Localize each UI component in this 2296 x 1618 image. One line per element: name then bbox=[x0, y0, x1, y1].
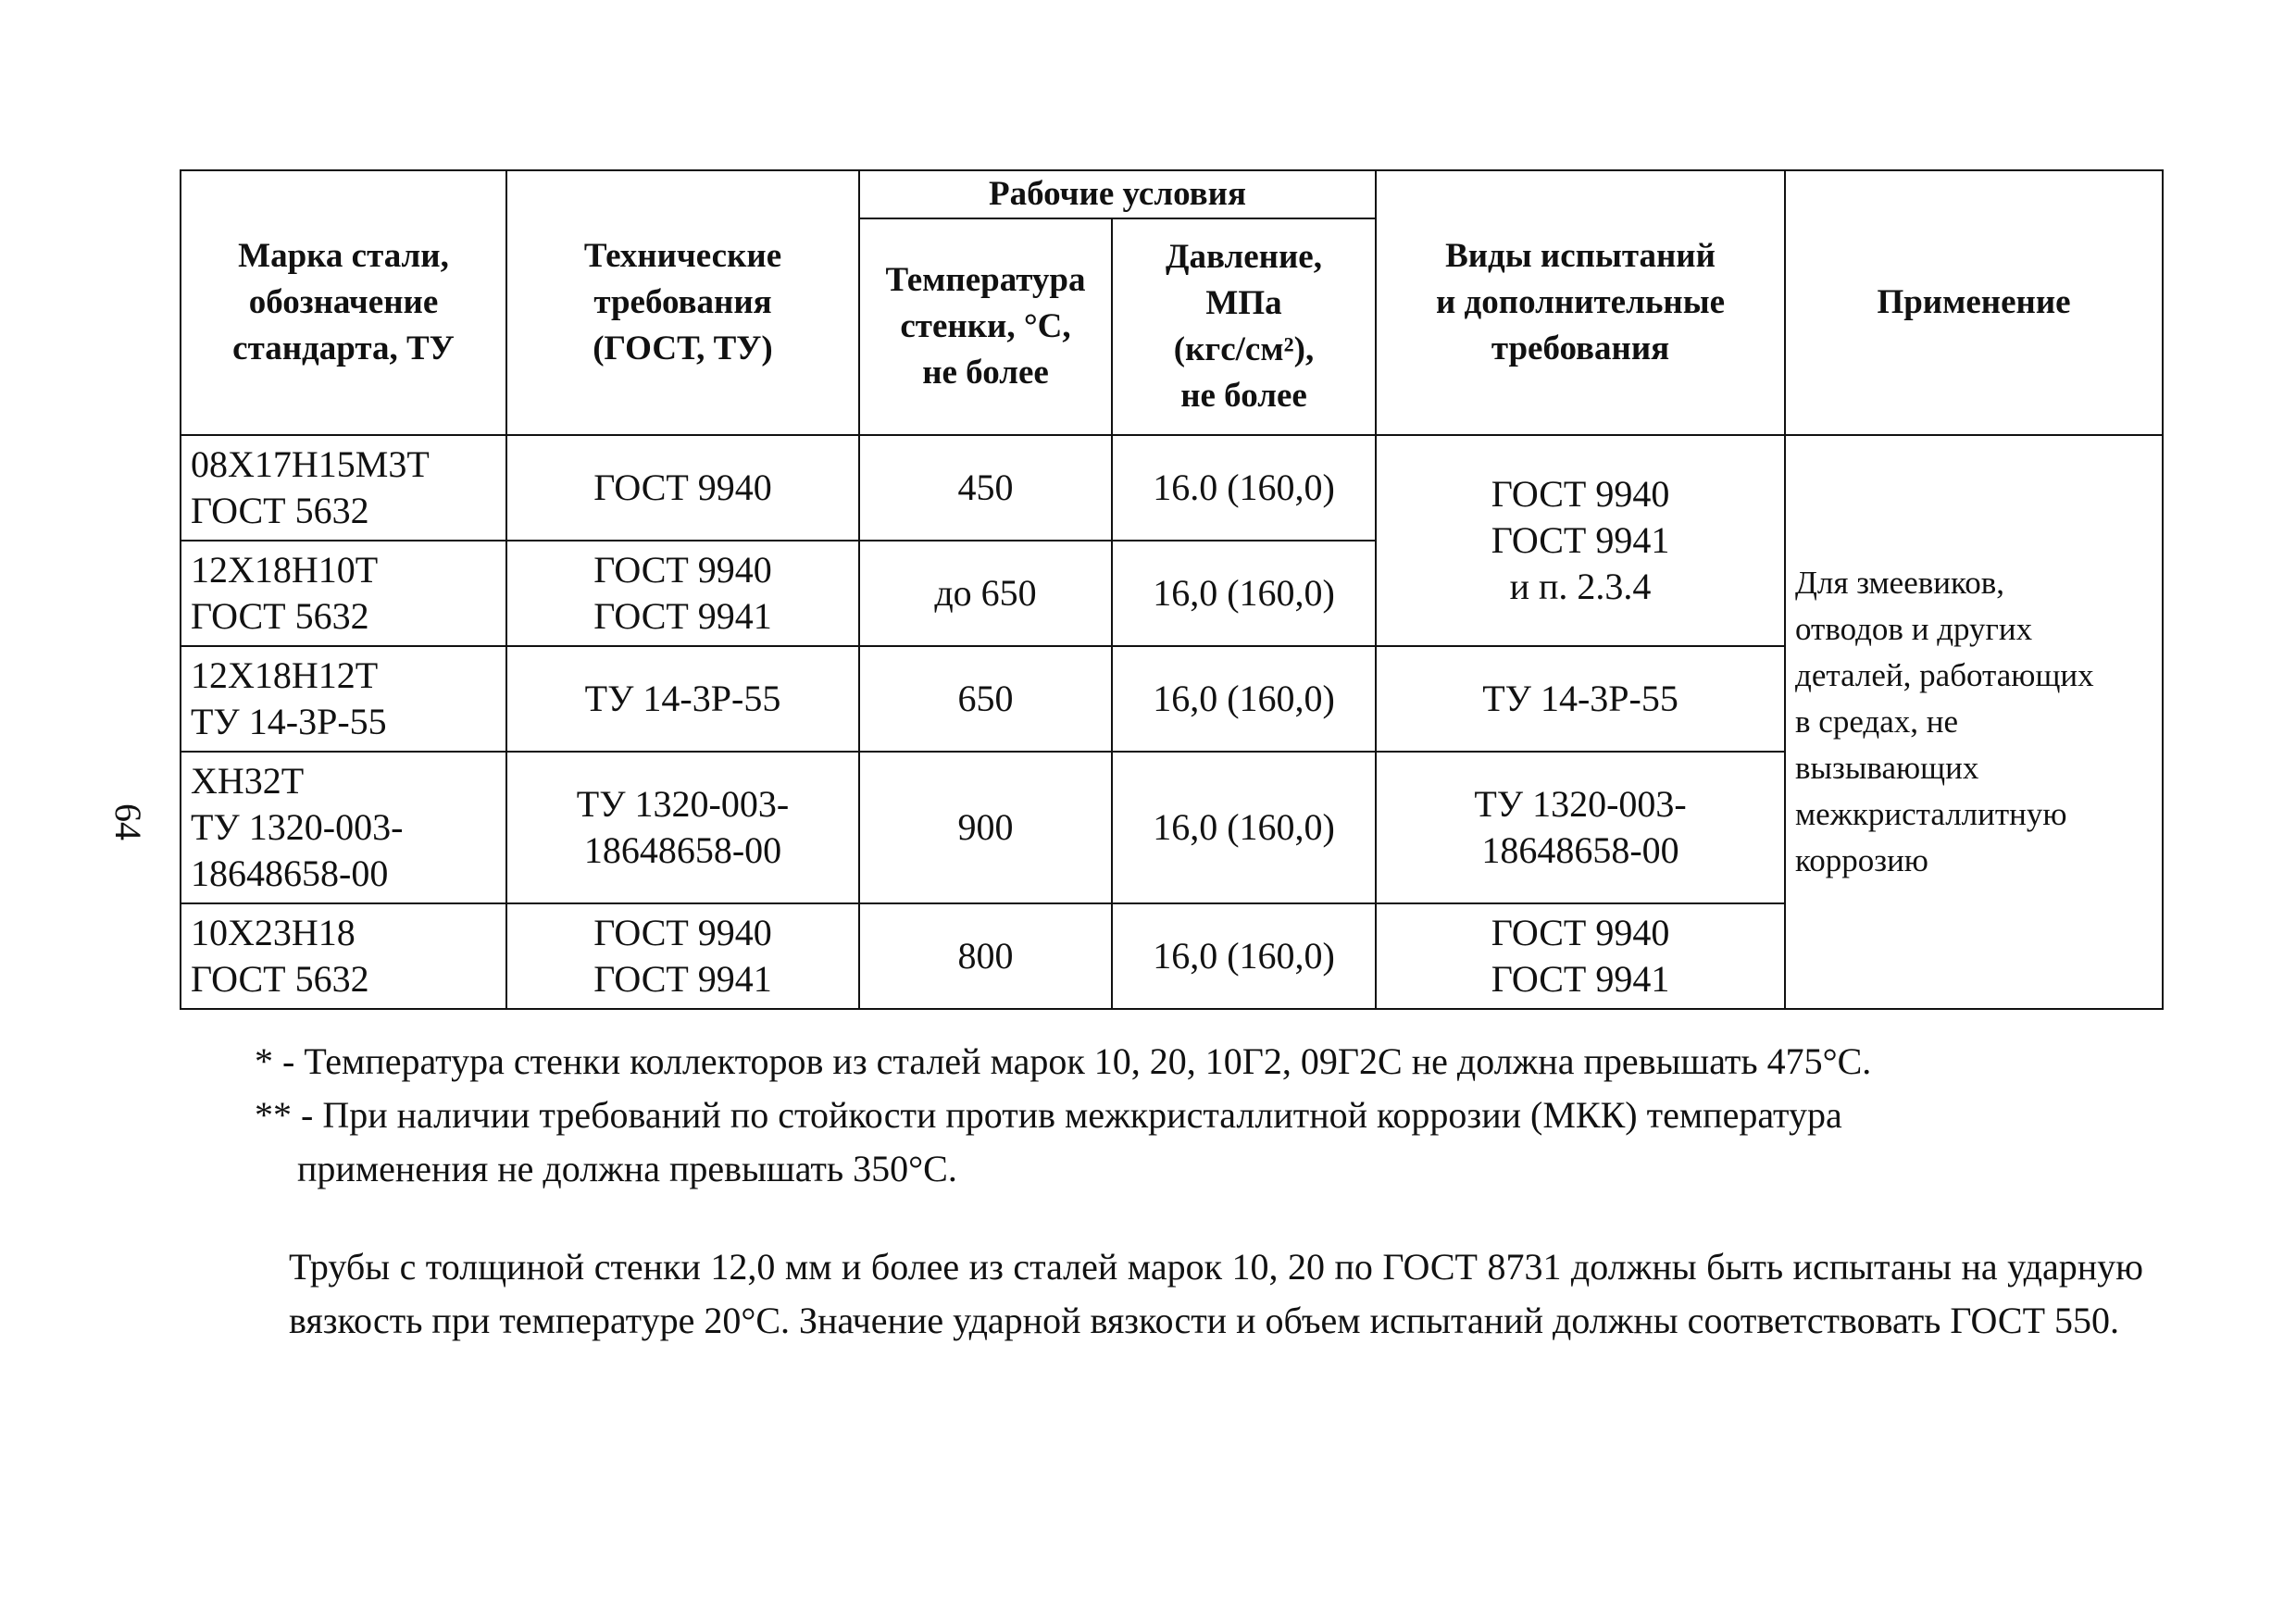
cell-tech-requirements: ГОСТ 9940 ГОСТ 9941 bbox=[506, 903, 859, 1009]
cell-tests: ГОСТ 9940 ГОСТ 9941 bbox=[1376, 903, 1785, 1009]
cell-tech-requirements: ТУ 1320-003- 18648658-00 bbox=[506, 752, 859, 903]
header-tech-requirements: Технические требования (ГОСТ, ТУ) bbox=[506, 170, 859, 435]
header-working-conditions: Рабочие условия bbox=[859, 170, 1376, 218]
header-temperature: Температура стенки, °С, не более bbox=[859, 218, 1112, 435]
cell-tech-requirements: ГОСТ 9940 bbox=[506, 435, 859, 541]
cell-pressure: 16,0 (160,0) bbox=[1112, 752, 1376, 903]
header-application: Применение bbox=[1785, 170, 2163, 435]
footnote-1: * - Температура стенки коллекторов из сталей марок 10, 20, 10Г2, 09Г2С не должна превышать 475°С. bbox=[255, 1040, 1872, 1082]
footnote-2-line-1: ** - При наличии требований по стойкости против межкристаллитной коррозии (МКК) температура bbox=[255, 1094, 1842, 1136]
cell-grade: 10Х23Н18 ГОСТ 5632 bbox=[181, 903, 506, 1009]
header-grade: Марка стали, обозначение стандарта, ТУ bbox=[181, 170, 506, 435]
cell-grade: 12Х18Н10Т ГОСТ 5632 bbox=[181, 541, 506, 646]
cell-application-merged: Для змеевиков, отводов и других деталей, работающих в средах, не вызывающих межкристаллитную коррозию bbox=[1785, 435, 2163, 1009]
cell-temperature: 650 bbox=[859, 646, 1112, 752]
cell-tests-merged: ГОСТ 9940 ГОСТ 9941 и п. 2.3.4 bbox=[1376, 435, 1785, 646]
cell-pressure: 16,0 (160,0) bbox=[1112, 541, 1376, 646]
cell-temperature: 900 bbox=[859, 752, 1112, 903]
page-number: 64 bbox=[107, 803, 149, 840]
cell-grade: ХН32Т ТУ 1320-003- 18648658-00 bbox=[181, 752, 506, 903]
cell-tech-requirements: ТУ 14-3Р-55 bbox=[506, 646, 859, 752]
cell-temperature: до 650 bbox=[859, 541, 1112, 646]
cell-grade: 08Х17Н15М3Т ГОСТ 5632 bbox=[181, 435, 506, 541]
cell-temperature: 450 bbox=[859, 435, 1112, 541]
cell-pressure: 16.0 (160,0) bbox=[1112, 435, 1376, 541]
cell-tests: ТУ 1320-003- 18648658-00 bbox=[1376, 752, 1785, 903]
cell-tech-requirements: ГОСТ 9940 ГОСТ 9941 bbox=[506, 541, 859, 646]
footnotes bbox=[255, 1035, 2143, 1196]
cell-tests: ТУ 14-3Р-55 bbox=[1376, 646, 1785, 752]
cell-grade: 12Х18Н12Т ТУ 14-3Р-55 bbox=[181, 646, 506, 752]
cell-temperature: 800 bbox=[859, 903, 1112, 1009]
table-row bbox=[181, 435, 2163, 541]
header-pressure: Давление, МПа (кгс/см²), не более bbox=[1112, 218, 1376, 435]
footnote-2-line-2: применения не должна превышать 350°С. bbox=[297, 1148, 957, 1189]
body-paragraph: Трубы с толщиной стенки 12,0 мм и более из сталей марок 10, 20 по ГОСТ 8731 должны быть испытаны на ударную вязкость при температуре 20°С. Значение ударной вязкости и объем испытаний должны соответствовать ГОСТ 550. bbox=[289, 1246, 2143, 1341]
steel-pipes-table bbox=[180, 169, 2164, 1010]
header-tests: Виды испытаний и дополнительные требования bbox=[1376, 170, 1785, 435]
cell-pressure: 16,0 (160,0) bbox=[1112, 646, 1376, 752]
cell-pressure: 16,0 (160,0) bbox=[1112, 903, 1376, 1009]
footnote-2 bbox=[255, 1089, 2143, 1196]
